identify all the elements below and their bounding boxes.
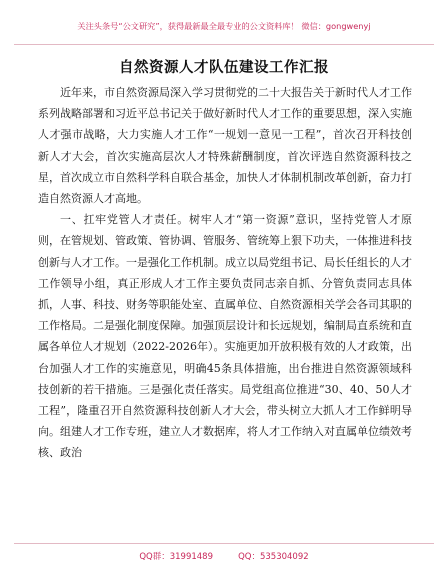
footer-bar <box>14 543 434 568</box>
document-body <box>38 82 412 464</box>
paragraph: 一、扛牢党管人才责任。树牢人才“第一资源”意识，坚持党管人才原则，在管规划、管政策、管协调、管服务、管统筹上狠下功夫，一体推进科技创新与人才工作。一是强化工作机制。成立以局党组书记、局长任组长的人才工作领导小组，真正形成人才工作主要负责同志亲自抓、分管负责同志具体抓，人事、科技、财务等职能处室、直属单位、自然资源相关学会各司其职的工作格局。二是强化制度保障。加强顶层设计和长远规划，编制局直系统和直属各单位人才规划（2022-2026年）。实施更加开放积极有效的人才政策，出台加强人才工作的实施意见，明确45条具体措施，出台推进自然资源领域科技创新的若干措施。三是强化责任落实。局党组高位推进“30、40、50人才工程”，隆重召开自然资源科技创新人才大会，带头树立大抓人才工作鲜明导向。组建人才工作专班，建立人才数据库，将人才工作纳入对直属单位绩效考核、政治 <box>38 213 412 460</box>
footer-qq: QQ：535304092 <box>238 552 309 562</box>
paragraph: 近年来，市自然资源局深入学习贯彻党的二十大报告关于新时代人才工作系列战略部署和习近平总书记关于做好新时代人才工作的重要思想，深入实施人才强市战略，大力实施人才工作“一规划一意见一工程”，首次召开科技创新人才大会，首次实施高层次人才特殊薪酬制度，首次评选自然资源科技之星，首次成立市自然科学科自联合基金，加快人才体制机制改革创新，奋力打造自然资源人才高地。 <box>38 86 412 206</box>
footer-qq-group: QQ群：31991489 <box>139 552 213 562</box>
header-notice: 关注头条号“公文研究”，获得最新最全最专业的公文资料库！ 微信：gongwenyj <box>77 21 371 31</box>
header-banner <box>14 8 434 45</box>
document-title: 自然资源人才队伍建设工作汇报 <box>119 60 329 76</box>
